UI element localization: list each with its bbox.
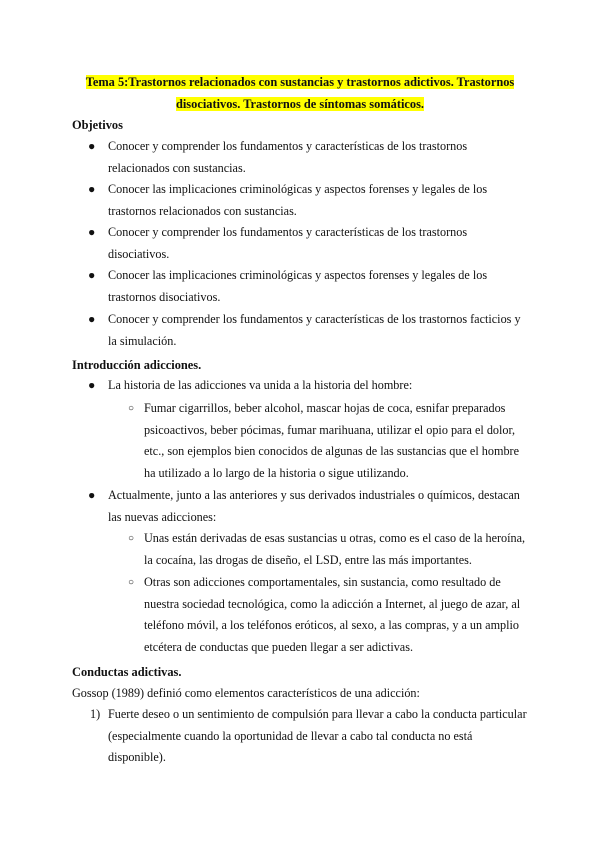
bullet-icon: ● — [88, 312, 96, 326]
title-line-1: Tema 5:Trastornos relacionados con sustancias y trastornos adictivos. Trastornos — [85, 75, 515, 89]
objetivo-item-2: ● Conocer las implicaciones criminológicas y aspectos forenses y legales de los trastornos relacionados con sustancias. — [108, 179, 487, 222]
hollow-bullet-icon: ○ — [128, 403, 135, 414]
title-line-2: disociativos. Trastornos de síntomas somáticos. — [175, 97, 425, 111]
bullet-icon: ● — [88, 182, 96, 196]
intro-bullet-1: ● La historia de las adicciones va unida a la historia del hombre: — [108, 375, 412, 397]
intro-subbullet-2: ○ Unas están derivadas de esas sustancias u otras, como es el caso de la heroína, la cocaína, las drogas de diseño, el LSD, entre las más importantes. — [144, 528, 525, 571]
intro-bullet-2: ● Actualmente, junto a las anteriores y sus derivados industriales o químicos, destacan las nuevas adicciones: — [108, 485, 520, 528]
bullet-icon: ● — [88, 378, 96, 392]
introduccion-heading: Introducción adicciones. — [72, 358, 202, 372]
objetivo-item-1: ● Conocer y comprender los fundamentos y características de los trastornos relacionados con sustancias. — [108, 136, 467, 179]
hollow-bullet-icon: ○ — [128, 533, 135, 544]
objetivos-heading: Objetivos — [72, 118, 123, 132]
bullet-icon: ● — [88, 488, 96, 502]
numbered-item-1: 1) Fuerte deseo o un sentimiento de compulsión para llevar a cabo la conducta particular (especialmente cuando la oportunidad de llevar a cabo tal conducta no está disponible). — [108, 704, 527, 769]
bullet-icon: ● — [88, 268, 96, 282]
objetivo-item-5: ● Conocer y comprender los fundamentos y características de los trastornos facticios y la simulación. — [108, 309, 521, 352]
objetivo-item-4: ● Conocer las implicaciones criminológicas y aspectos forenses y legales de los trastornos disociativos. — [108, 265, 487, 308]
intro-subbullet-1: ○ Fumar cigarrillos, beber alcohol, mascar hojas de coca, esnifar preparados psicoactivos, beber pócimas, fumar marihuana, utilizar el opio para el dolor, etc., son ejemplos bien conocidos de algunas de las sustancias que el hombre ha utilizado a lo largo de la historia o sigue utilizando. — [144, 398, 519, 484]
conductas-intro: Gossop (1989) definió como elementos característicos de una adicción: — [72, 686, 420, 700]
conductas-heading: Conductas adictivas. — [72, 665, 182, 679]
list-number: 1) — [90, 707, 101, 721]
intro-subbullet-3: ○ Otras son adicciones comportamentales, sin sustancia, como resultado de nuestra sociedad tecnológica, como la adicción a Internet, al juego de azar, al teléfono móvil, a los teléfonos eróticos, al sexo, a las compras, y a un amplio etcétera de conductas que pueden llegar a ser adictivas. — [144, 572, 520, 658]
objetivo-item-3: ● Conocer y comprender los fundamentos y características de los trastornos disociativos. — [108, 222, 467, 265]
bullet-icon: ● — [88, 225, 96, 239]
document-title — [40, 71, 560, 115]
bullet-icon: ● — [88, 139, 96, 153]
hollow-bullet-icon: ○ — [128, 577, 135, 588]
